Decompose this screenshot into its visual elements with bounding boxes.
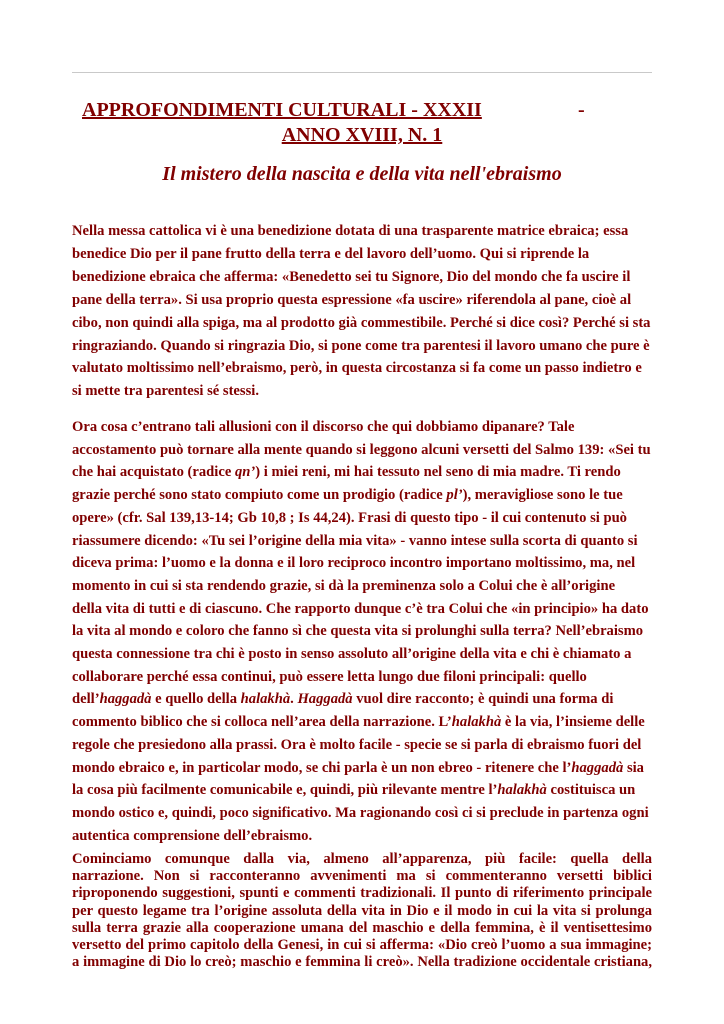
- text-line: Cominciamo comunque dalla via, almeno all’apparenza, più facile: quella della: [72, 851, 652, 867]
- text-line: benedizione ebraica che afferma: «Benedetto sei tu Signore, Dio del mondo che fa uscire il: [72, 268, 631, 285]
- text-line: ringraziando. Quando si ringrazia Dio, si pone come tra parentesi il lavoro umano che pure è: [72, 337, 650, 354]
- italic-term: qn’: [234, 464, 256, 481]
- italic-term: halakhà: [451, 714, 502, 731]
- text-line: [72, 779, 652, 802]
- text-line: versetto del primo capitolo della Genesi, in cui si afferma: «Dio creò l’uomo a sua immagine;: [72, 937, 652, 954]
- text-run: la cosa più facilmente comunicabile e, quindi, più rilevante mentre l’: [72, 782, 498, 799]
- italic-term: halakhà: [497, 782, 547, 799]
- text-line: della vita di tutti e di ciascuno. Che rapporto dunque c’è tra Colui che «in principio» ha dato: [72, 600, 649, 617]
- italic-term: halakhà: [240, 691, 291, 708]
- text-line: a immagine di Dio lo creò; maschio e femmina li creò». Nella tradizione occidentale cristiana,: [72, 954, 652, 971]
- text-run: vuol dire racconto; è quindi una forma di: [352, 691, 614, 708]
- italic-term: haggadà: [99, 691, 152, 708]
- text-run: grazie perché sono stato compiuto come un prodigio (radice: [72, 487, 447, 504]
- text-line: regole che presiedono alla prassi. Ora è molto facile - specie se si parla di ebraismo fuori del: [72, 736, 642, 753]
- text-run: dell’: [72, 691, 100, 708]
- text-line: narrazione. Non si racconteranno avvenimenti ma si commenteranno versetti biblici: [72, 868, 652, 885]
- issue-text: ANNO XVIII, N. 1: [281, 124, 443, 146]
- article-subtitle: Il mistero della nascita e della vita nell'ebraismo: [162, 163, 562, 185]
- text-line: autentica comprensione dell’ebraismo.: [72, 827, 313, 844]
- text-run: commento biblico che si colloca nell’area della narrazione. L’: [72, 714, 452, 731]
- text-run: e quello della: [151, 691, 241, 708]
- title-line-2: [0, 124, 724, 147]
- text-line: la vita al mondo e coloro che fanno sì che questa vita si prolunghi sulla terra? Nell’ebraismo: [72, 623, 644, 640]
- text-run: che hai acquistato (radice: [72, 464, 235, 481]
- text-line: Ora cosa c’entrano tali allusioni con il discorso che qui dobbiamo dipanare? Tale: [72, 419, 575, 435]
- text-line: riassumere dicendo: «Tu sei l’origine della mia vita» - vanno intese sulla scorta di quanto si: [72, 532, 638, 549]
- text-line: [72, 688, 652, 711]
- text-line: [72, 757, 652, 780]
- text-line: questa connessione tra chi è posto in senso assoluto all’origine della vita e chi è chiamato a: [72, 646, 632, 663]
- text-line: accostamento può tornare alla mente quando si leggono alcuni versetti del Salmo 139: «Sei tu: [72, 441, 651, 458]
- paragraph-2: [72, 416, 652, 847]
- text-line: Nella messa cattolica vi è una benedizione dotata di una trasparente matrice ebraica; essa: [72, 223, 629, 239]
- text-run: è la via, l’insieme delle: [501, 714, 645, 731]
- text-line: opere» (cfr. Sal 139,13-14; Gb 10,8 ; Is 44,24). Frasi di questo tipo - il cui contenuto si può: [72, 509, 627, 526]
- text-run: mondo ebraico e, in particolar modo, se chi parla è un non ebreo - ritenere che l’: [72, 759, 572, 776]
- text-line: per questo legame tra l’origine assoluta della vita in Dio e il modo in cui la vita si prolunga: [72, 902, 652, 919]
- text-run: .: [290, 691, 298, 708]
- text-line: [72, 711, 652, 734]
- italic-term: haggadà: [571, 759, 624, 776]
- italic-term: pl’: [446, 487, 463, 504]
- text-line: benedice Dio per il pane frutto della terra e del lavoro dell’uomo. Qui si riprende la: [72, 245, 590, 262]
- text-line: si mette tra parentesi sé stessi.: [72, 383, 259, 400]
- text-line: [72, 461, 652, 484]
- text-line: valutato moltissimo nell’ebraismo, però, in questa circostanza si fa come un passo indietro e: [72, 360, 642, 377]
- text-run: ), meravigliose sono le tue: [462, 487, 623, 504]
- text-line: pane della terra». Si usa proprio questa espressione «fa uscire» riferendola al pane, cioè al: [72, 291, 632, 308]
- text-line: momento in cui si sta rendendo grazie, si dà la preminenza solo a Colui che è all’origine: [72, 577, 616, 594]
- text-line: [72, 484, 652, 507]
- text-line: riproponendo suggestioni, spunti e commenti tradizionali. Il punto di riferimento principale: [72, 885, 652, 902]
- header-divider: [72, 72, 652, 73]
- text-run: costituisca un: [546, 782, 636, 799]
- italic-term: Haggadà: [297, 691, 353, 708]
- text-line: sulla terra grazie alla cooperazione umana del maschio e della femmina, è il ventisettesimo: [72, 919, 652, 936]
- paragraph-1: [72, 220, 652, 403]
- text-run: sia: [623, 759, 644, 776]
- title-text: APPROFONDIMENTI CULTURALI - XXXII: [82, 99, 482, 121]
- title-dash: -: [578, 99, 585, 121]
- text-run: ) i miei reni, mi hai tessuto nel seno di mia madre. Ti rendo: [255, 464, 621, 481]
- text-line: diceva prima: l’uomo e la donna e il loro reciproco incontro importano moltissimo, ma, nel: [72, 555, 636, 572]
- paragraph-3: [72, 851, 652, 971]
- text-line: mondo ostico e, quindi, poco significativo. Ma ragionando così ci si preclude in partenza ogni: [72, 804, 649, 821]
- text-line: cibo, non quindi alla spiga, ma al prodotto già commestibile. Perché si dice così? Perché si sta: [72, 314, 651, 331]
- text-line: collaborare perché essa continui, può essere letta lungo due filoni principali: quello: [72, 668, 587, 685]
